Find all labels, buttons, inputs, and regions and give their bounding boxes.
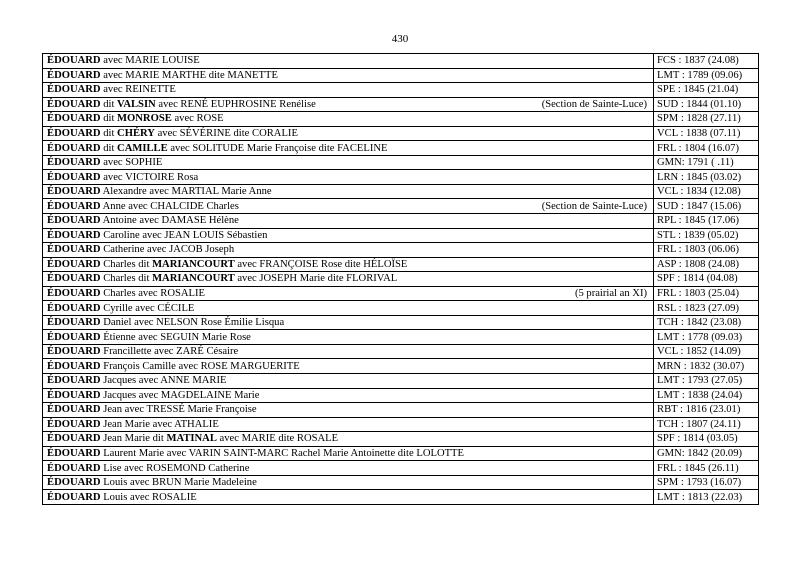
couple-line	[47, 389, 653, 402]
name-bold: ÉDOUARD	[47, 229, 101, 241]
table-row	[43, 315, 759, 330]
couple-line	[47, 432, 653, 445]
name-text: Jacques avec ANNE MARIE	[100, 375, 227, 387]
couple-cell	[43, 68, 654, 83]
couple-line	[47, 112, 653, 125]
table-row	[43, 403, 759, 418]
couple-names	[47, 302, 194, 315]
name-text: François Camille avec ROSE MARGUERITE	[100, 360, 300, 372]
couple-line	[47, 302, 653, 315]
couple-names	[47, 432, 338, 445]
couple-line	[47, 214, 653, 227]
table-row	[43, 170, 759, 185]
couple-names	[47, 403, 257, 416]
couple-names	[47, 462, 249, 475]
parish-date-cell: RSL : 1823 (27.09)	[654, 301, 759, 316]
table-row	[43, 446, 759, 461]
couple-cell	[43, 54, 654, 69]
couple-names	[47, 331, 251, 344]
parish-date-cell: STL : 1839 (05.02)	[654, 228, 759, 243]
couple-line	[47, 374, 653, 387]
table-row	[43, 461, 759, 476]
name-bold: CAMILLE	[117, 142, 168, 154]
table-row	[43, 68, 759, 83]
name-bold: ÉDOUARD	[47, 200, 101, 212]
parish-date-cell: VCL : 1834 (12.08)	[654, 184, 759, 199]
parish-date-cell: SPM : 1793 (16.07)	[654, 475, 759, 490]
couple-line	[47, 462, 653, 475]
table-row	[43, 141, 759, 156]
couple-names	[47, 287, 205, 300]
parish-date-cell: MRN : 1832 (30.07)	[654, 359, 759, 374]
name-text: Étienne avec SEGUIN Marie Rose	[100, 331, 251, 343]
parish-date-cell: LRN : 1845 (03.02)	[654, 170, 759, 185]
name-bold: ÉDOUARD	[47, 69, 101, 81]
table-row	[43, 388, 759, 403]
couple-cell	[43, 490, 654, 505]
couple-line	[47, 331, 653, 344]
couple-cell	[43, 446, 654, 461]
parish-date-cell: RPL : 1845 (17.06)	[654, 214, 759, 229]
name-bold: MATINAL	[166, 433, 217, 445]
table-row	[43, 344, 759, 359]
couple-line	[47, 142, 653, 155]
couple-cell	[43, 126, 654, 141]
table-row	[43, 301, 759, 316]
name-text: Louis avec BRUN Marie Madeleine	[100, 477, 257, 489]
couple-cell	[43, 214, 654, 229]
couple-line	[47, 69, 653, 82]
table-row	[43, 199, 759, 214]
name-text: avec ROSE	[171, 113, 224, 125]
couple-cell	[43, 475, 654, 490]
name-text: Louis avec ROSALIE	[100, 491, 197, 503]
couple-line	[47, 243, 653, 256]
table-row	[43, 432, 759, 447]
name-bold: ÉDOUARD	[47, 186, 101, 198]
name-bold: ÉDOUARD	[47, 128, 101, 139]
name-text: dit	[100, 113, 118, 125]
table-row	[43, 184, 759, 199]
name-bold: ÉDOUARD	[47, 360, 101, 372]
couple-names	[47, 54, 200, 67]
couple-names	[47, 185, 272, 198]
couple-line	[47, 272, 653, 285]
name-bold: ÉDOUARD	[47, 418, 101, 430]
table-row	[43, 490, 759, 505]
name-text: avec VICTOIRE Rosa	[100, 171, 199, 183]
couple-names	[47, 142, 388, 155]
name-text: avec MARIE LOUISE	[100, 55, 200, 67]
table-row	[43, 374, 759, 389]
name-bold: ÉDOUARD	[47, 375, 101, 387]
name-bold: ÉDOUARD	[47, 55, 101, 67]
couple-line	[47, 447, 653, 460]
couple-cell	[43, 184, 654, 199]
table-row	[43, 475, 759, 490]
parish-date-cell: LMT : 1793 (27.05)	[654, 374, 759, 389]
couple-line	[47, 54, 653, 67]
parish-date-cell: LMT : 1813 (22.03)	[654, 490, 759, 505]
name-bold: MARIANCOURT	[152, 273, 235, 285]
couple-line	[47, 83, 653, 96]
couple-names	[47, 360, 300, 373]
couple-line	[47, 185, 653, 198]
couple-line	[47, 345, 653, 358]
parish-date-cell: GMN: 1842 (20.09)	[654, 446, 759, 461]
parish-date-cell: TCH : 1807 (24.11)	[654, 417, 759, 432]
couple-names	[47, 69, 278, 82]
couple-line	[47, 98, 653, 111]
table-row	[43, 112, 759, 127]
table-row	[43, 228, 759, 243]
name-bold: MONROSE	[117, 113, 172, 125]
name-text: Catherine avec JACOB Joseph	[100, 244, 235, 256]
name-text: avec FRANÇOISE Rose dite HÉLOÏSE	[234, 258, 408, 270]
table-row	[43, 243, 759, 258]
name-text: dit	[100, 98, 118, 110]
table-row	[43, 155, 759, 170]
parish-date-cell: FRL : 1803 (06.06)	[654, 243, 759, 258]
couple-cell	[43, 170, 654, 185]
couple-cell	[43, 374, 654, 389]
name-text: Jean Marie avec ATHALIE	[100, 418, 219, 430]
table-row	[43, 286, 759, 301]
entry-note: (Section de Sainte-Luce)	[541, 98, 647, 110]
name-bold: ÉDOUARD	[47, 113, 101, 125]
table-row	[43, 54, 759, 69]
couple-line	[47, 287, 653, 300]
couple-cell	[43, 272, 654, 287]
couple-names	[47, 112, 224, 125]
couple-cell	[43, 112, 654, 127]
parish-date-cell: GMN: 1791 ( .11)	[654, 155, 759, 170]
name-text: Jacques avec MAGDELAINE Marie	[100, 389, 260, 401]
name-bold: ÉDOUARD	[47, 98, 101, 110]
name-bold: ÉDOUARD	[47, 288, 101, 300]
couple-cell	[43, 315, 654, 330]
couple-names	[47, 316, 284, 329]
couple-line	[47, 171, 653, 184]
name-text: Daniel avec NELSON Rose Émilie Lisqua	[100, 317, 285, 329]
marriage-registry-table	[42, 53, 759, 505]
couple-cell	[43, 359, 654, 374]
name-text: avec SÉVÉRINE dite CORALIE	[154, 128, 298, 139]
couple-cell	[43, 417, 654, 432]
parish-date-cell: SPF : 1814 (03.05)	[654, 432, 759, 447]
couple-cell	[43, 155, 654, 170]
name-bold: CHÉRY	[117, 128, 155, 139]
name-text: avec REINETTE	[100, 84, 176, 96]
couple-names	[47, 491, 197, 504]
name-bold: ÉDOUARD	[47, 433, 101, 445]
name-bold: MARIANCOURT	[152, 258, 235, 270]
couple-line	[47, 156, 653, 169]
name-bold: ÉDOUARD	[47, 389, 101, 401]
parish-date-cell: FRL : 1804 (16.07)	[654, 141, 759, 156]
parish-date-cell: VCL : 1852 (14.09)	[654, 344, 759, 359]
parish-date-cell: SPF : 1814 (04.08)	[654, 272, 759, 287]
name-text: Francillette avec ZARÉ Césaire	[100, 346, 239, 358]
couple-line	[47, 403, 653, 416]
page-number: 430	[391, 33, 409, 45]
couple-cell	[43, 199, 654, 214]
table-row	[43, 214, 759, 229]
name-text: avec MARIE dite ROSALE	[216, 433, 339, 445]
name-bold: ÉDOUARD	[47, 273, 101, 285]
name-text: Charles avec ROSALIE	[100, 288, 205, 300]
couple-names	[47, 476, 257, 489]
name-text: Caroline avec JEAN LOUIS Sébastien	[100, 229, 268, 241]
name-text: Laurent Marie avec VARIN SAINT-MARC Rachel Marie Antoinette dite LOLOTTE	[100, 448, 465, 460]
name-bold: ÉDOUARD	[47, 258, 101, 270]
name-bold: ÉDOUARD	[47, 171, 101, 183]
couple-cell	[43, 83, 654, 98]
couple-line	[47, 316, 653, 329]
name-text: avec RENÉ EUPHROSINE Renélise	[155, 98, 316, 110]
couple-line	[47, 258, 653, 271]
entry-note: (5 prairial an XI)	[574, 288, 647, 300]
name-text: dit	[100, 128, 118, 139]
name-bold: ÉDOUARD	[47, 331, 101, 343]
couple-cell	[43, 461, 654, 476]
name-text: Cyrille avec CÉCILE	[100, 302, 195, 314]
couple-names	[47, 374, 226, 387]
name-bold: ÉDOUARD	[47, 84, 101, 96]
parish-date-cell: SPM : 1828 (27.11)	[654, 112, 759, 127]
registry-body	[43, 54, 759, 505]
couple-names	[47, 345, 238, 358]
parish-date-cell: LMT : 1838 (24.04)	[654, 388, 759, 403]
table-row	[43, 330, 759, 345]
couple-cell	[43, 97, 654, 112]
name-bold: ÉDOUARD	[47, 448, 101, 460]
name-text: Lise avec ROSEMOND Catherine	[100, 462, 250, 474]
name-text: avec SOPHIE	[100, 157, 163, 169]
couple-cell	[43, 432, 654, 447]
couple-cell	[43, 257, 654, 272]
name-bold: ÉDOUARD	[47, 346, 101, 358]
couple-names	[47, 127, 298, 140]
couple-line	[47, 229, 653, 242]
name-text: avec SOLITUDE Marie Françoise dite FACELINE	[167, 142, 388, 154]
couple-line	[47, 127, 653, 140]
couple-cell	[43, 228, 654, 243]
couple-line	[47, 360, 653, 373]
name-bold: ÉDOUARD	[47, 244, 101, 256]
name-text: Anne avec CHALCIDE Charles	[100, 200, 239, 212]
couple-cell	[43, 344, 654, 359]
couple-cell	[43, 403, 654, 418]
table-row	[43, 97, 759, 112]
entry-note: (Section de Sainte-Luce)	[541, 200, 647, 212]
name-bold: ÉDOUARD	[47, 491, 101, 503]
couple-names	[47, 258, 407, 271]
parish-date-cell: ASP : 1808 (24.08)	[654, 257, 759, 272]
couple-line	[47, 200, 653, 213]
couple-line	[47, 491, 653, 504]
parish-date-cell: FRL : 1803 (25.04)	[654, 286, 759, 301]
couple-names	[47, 229, 267, 242]
table-row	[43, 257, 759, 272]
name-bold: ÉDOUARD	[47, 462, 101, 474]
table-row	[43, 83, 759, 98]
parish-date-cell: FCS : 1837 (24.08)	[654, 54, 759, 69]
couple-line	[47, 476, 653, 489]
name-bold: ÉDOUARD	[47, 157, 101, 169]
name-text: avec MARIE MARTHE dite MANETTE	[100, 69, 278, 81]
name-bold: ÉDOUARD	[47, 302, 101, 314]
couple-cell	[43, 286, 654, 301]
table-row	[43, 359, 759, 374]
couple-names	[47, 389, 259, 402]
parish-date-cell: VCL : 1838 (07.11)	[654, 126, 759, 141]
couple-names	[47, 447, 464, 460]
parish-date-cell: LMT : 1778 (09.03)	[654, 330, 759, 345]
name-text: Alexandre avec MARTIAL Marie Anne	[100, 186, 272, 198]
name-bold: ÉDOUARD	[47, 317, 101, 329]
name-text: Jean avec TRESSÉ Marie Françoise	[100, 404, 257, 416]
couple-names	[47, 83, 176, 96]
name-bold: ÉDOUARD	[47, 477, 101, 489]
name-bold: ÉDOUARD	[47, 215, 101, 227]
parish-date-cell: SUD : 1847 (15.06)	[654, 199, 759, 214]
couple-cell	[43, 243, 654, 258]
couple-names	[47, 200, 239, 213]
name-bold: VALSIN	[117, 98, 156, 110]
name-text: dit	[100, 142, 118, 154]
name-text: Charles dit	[100, 273, 153, 285]
couple-names	[47, 156, 162, 169]
table-row	[43, 126, 759, 141]
parish-date-cell: SUD : 1844 (01.10)	[654, 97, 759, 112]
parish-date-cell: LMT : 1789 (09.06)	[654, 68, 759, 83]
couple-names	[47, 98, 316, 111]
parish-date-cell: TCH : 1842 (23.08)	[654, 315, 759, 330]
couple-names	[47, 243, 234, 256]
couple-cell	[43, 388, 654, 403]
couple-cell	[43, 330, 654, 345]
couple-names	[47, 214, 239, 227]
couple-names	[47, 171, 198, 184]
table-row	[43, 417, 759, 432]
parish-date-cell: SPE : 1845 (21.04)	[654, 83, 759, 98]
parish-date-cell: FRL : 1845 (26.11)	[654, 461, 759, 476]
table-row	[43, 272, 759, 287]
name-bold: ÉDOUARD	[47, 142, 101, 154]
name-text: Antoine avec DAMASE Hélène	[100, 215, 239, 227]
name-text: Charles dit	[100, 258, 153, 270]
parish-date-cell: RBT : 1816 (23.01)	[654, 403, 759, 418]
name-bold: ÉDOUARD	[47, 404, 101, 416]
couple-names	[47, 272, 397, 285]
name-text: Jean Marie dit	[100, 433, 167, 445]
name-text: avec JOSEPH Marie dite FLORIVAL	[234, 273, 398, 285]
couple-line	[47, 418, 653, 431]
couple-cell	[43, 141, 654, 156]
couple-names	[47, 418, 219, 431]
couple-cell	[43, 301, 654, 316]
